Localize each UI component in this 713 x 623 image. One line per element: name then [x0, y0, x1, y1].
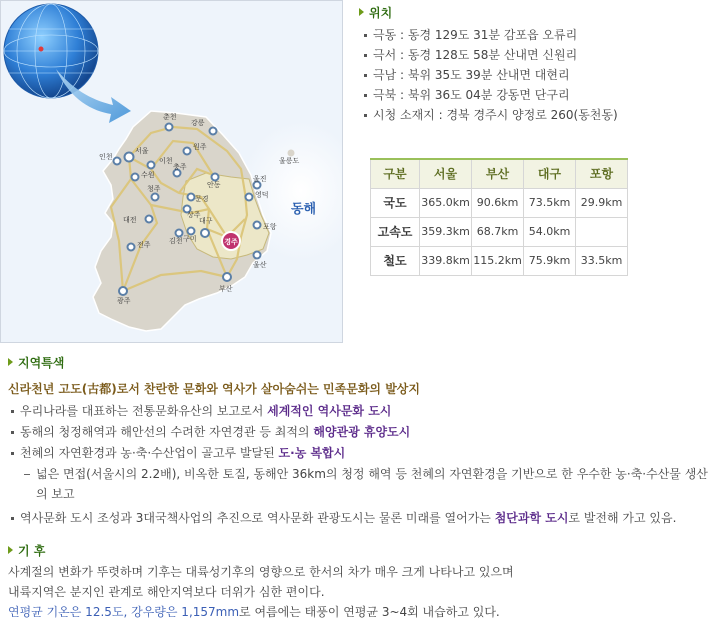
gyeongju-marker: [222, 232, 240, 250]
location-list: [359, 25, 709, 125]
features-section: [8, 354, 708, 529]
features-subtitle: 신라천년 고도(古都)로서 찬란한 문화와 역사가 살아숨쉬는 민족문화의 발상지: [8, 382, 420, 396]
table-cell: 115.2km: [472, 246, 524, 275]
location-section: [359, 4, 709, 125]
city-label-gumi: 구미: [183, 235, 197, 243]
climate-line: 사계절의 변화가 뚜렷하며 기후는 대륙성기후의 영향으로 한서의 차가 매우 크게 나타나고 있으며: [8, 565, 514, 579]
city-label-incheon: 인천: [99, 153, 113, 161]
table-header: 서울: [420, 159, 472, 188]
city-marker-chuncheon: [166, 124, 173, 131]
ulleungdo-island: [288, 150, 295, 157]
city-label-busan: 부산: [219, 285, 233, 293]
map-svg: [1, 1, 343, 343]
feature-item: [8, 422, 708, 443]
location-item: 시청 소재지 : 경북 경주시 양정로 260(동천동): [359, 105, 709, 125]
city-marker-jeonju: [128, 244, 135, 251]
city-marker-seoul: [125, 153, 134, 162]
climate-line: 내륙지역은 분지인 관계로 해안지역보다 더위가 심한 편이다.: [8, 585, 325, 599]
feature-highlight: 첨단과학 도시: [494, 511, 569, 525]
city-label-chungju: 충주: [173, 163, 187, 171]
globe-icon: [4, 4, 98, 98]
feature-item: [8, 443, 708, 464]
city-marker-wonju: [184, 148, 191, 155]
climate-stat: 연평균 기온은 12.5도, 강우량은 1,157mm: [8, 605, 240, 619]
table-header: 부산: [472, 159, 524, 188]
city-marker-icheon: [148, 162, 155, 169]
island-label: 울릉도: [279, 157, 300, 165]
city-marker-suwon: [132, 174, 139, 181]
city-marker-gumi: [188, 228, 195, 235]
city-marker-incheon: [114, 158, 121, 165]
features-title: 지역특색: [18, 355, 65, 370]
city-marker-gwangju: [119, 287, 127, 295]
city-label-sangju: 상주: [187, 211, 201, 219]
east-sea-label: 동해: [291, 202, 317, 217]
city-label-yeongdeok: 영덕: [255, 191, 269, 199]
feature-highlight: 세계적인 역사문화 도시: [267, 404, 392, 418]
row-label: 철도: [371, 246, 420, 275]
city-label-wonju: 원주: [193, 143, 207, 151]
feature-item: [8, 401, 708, 422]
city-marker-daegu: [201, 229, 209, 237]
climate-line-rest: 로 여름에는 태풍이 연평균 3~4회 내습하고 있다.: [239, 605, 500, 619]
table-header-row: [371, 159, 628, 188]
triangle-bullet-icon: [359, 8, 364, 16]
city-marker-cheongju: [152, 194, 159, 201]
city-label-cheongju: 청주: [147, 185, 161, 193]
feature-text: 동해의 청정해역과 해안선의 수려한 자연경관 등 최적의: [20, 425, 314, 439]
city-label-daegu: 대구: [199, 217, 213, 225]
climate-section: [8, 542, 708, 622]
korea-location-map: [0, 0, 343, 343]
city-label-suwon: 수원: [141, 171, 155, 179]
city-label-gimcheon: 김천: [169, 237, 183, 245]
city-marker-mungyeong: [188, 194, 195, 201]
climate-heading: [8, 542, 708, 558]
location-item: 극북 : 북위 36도 04분 강동면 단구리: [359, 85, 709, 105]
city-label-jeonju: 전주: [137, 241, 151, 249]
table-cell: 339.8km: [420, 246, 472, 275]
city-label-gwangju: 광주: [117, 297, 131, 305]
table-cell: 359.3km: [420, 217, 472, 246]
table-cell: 73.5km: [524, 188, 576, 217]
climate-title: 기 후: [18, 543, 46, 558]
city-label-mungyeong: 문경: [195, 195, 209, 203]
features-heading: [8, 354, 708, 370]
features-list: [8, 401, 708, 529]
city-marker-andong: [212, 174, 219, 181]
city-label-pohang: 포항: [263, 223, 277, 231]
location-heading: [359, 4, 709, 20]
feature-text: 천혜의 자연환경과 농·축·수산업이 골고루 발달된: [20, 446, 279, 460]
table-row: [371, 188, 628, 217]
city-label-ulsan: 울산: [253, 261, 267, 269]
row-label: 국도: [371, 188, 420, 217]
climate-line: [8, 602, 708, 622]
city-marker-busan: [223, 273, 231, 281]
city-label-andong: 안동: [207, 181, 221, 189]
feature-item: [8, 508, 708, 529]
table-header: 포항: [576, 159, 628, 188]
city-label-gangneung: 강릉: [191, 119, 205, 127]
triangle-bullet-icon: [8, 546, 13, 554]
table-cell: [576, 217, 628, 246]
triangle-bullet-icon: [8, 358, 13, 366]
table-cell: 90.6km: [472, 188, 524, 217]
feature-highlight: 해양관광 휴양도시: [313, 425, 411, 439]
table-row: [371, 217, 628, 246]
feature-text-tail: 로 발전해 가고 있음.: [568, 511, 677, 525]
table-cell: 29.9km: [576, 188, 628, 217]
location-item: 극동 : 동경 129도 31분 감포읍 오류리: [359, 25, 709, 45]
location-title: 위치: [369, 5, 393, 20]
city-marker-yeongdeok: [246, 194, 253, 201]
city-label-daejeon: 대전: [123, 216, 137, 224]
city-marker-daejeon: [146, 216, 153, 223]
city-marker-ulsan: [254, 252, 261, 259]
table-row: [371, 246, 628, 275]
table-cell: 68.7km: [472, 217, 524, 246]
gyeongju-label: 경주: [224, 238, 238, 246]
row-label: 고속도: [371, 217, 420, 246]
city-label-chuncheon: 춘천: [163, 113, 177, 121]
table-header: 구분: [371, 159, 420, 188]
city-label-seoul: 서울: [135, 147, 149, 155]
table-cell: 33.5km: [576, 246, 628, 275]
table-cell: 54.0km: [524, 217, 576, 246]
city-label-icheon: 이천: [159, 157, 173, 165]
table-cell: 75.9km: [524, 246, 576, 275]
distance-table: [370, 158, 628, 276]
location-item: 극남 : 북위 35도 39분 산내면 대현리: [359, 65, 709, 85]
city-marker-gangneung: [210, 128, 217, 135]
city-label-uljin: 울진: [253, 175, 267, 183]
feature-text: 우리나라를 대표하는 전통문화유산의 보고로서: [20, 404, 268, 418]
table-cell: 365.0km: [420, 188, 472, 217]
feature-text: 역사문화 도시 조성과 3대국책사업의 추진으로 역사문화 관광도시는 물론 미래를 열어가는: [20, 511, 495, 525]
table-header: 대구: [524, 159, 576, 188]
city-marker-gimcheon: [176, 230, 183, 237]
feature-subitem: 넓은 면접(서울시의 2.2배), 비옥한 토질, 동해안 36km의 청정 해역 등 천혜의 자연환경을 기반으로 한 우수한 농·축·수산물 생산의 보고: [8, 464, 708, 504]
city-marker-pohang: [254, 222, 261, 229]
feature-highlight: 도·농 복합시: [278, 446, 346, 460]
location-item: 극서 : 동경 128도 58분 산내면 신원리: [359, 45, 709, 65]
